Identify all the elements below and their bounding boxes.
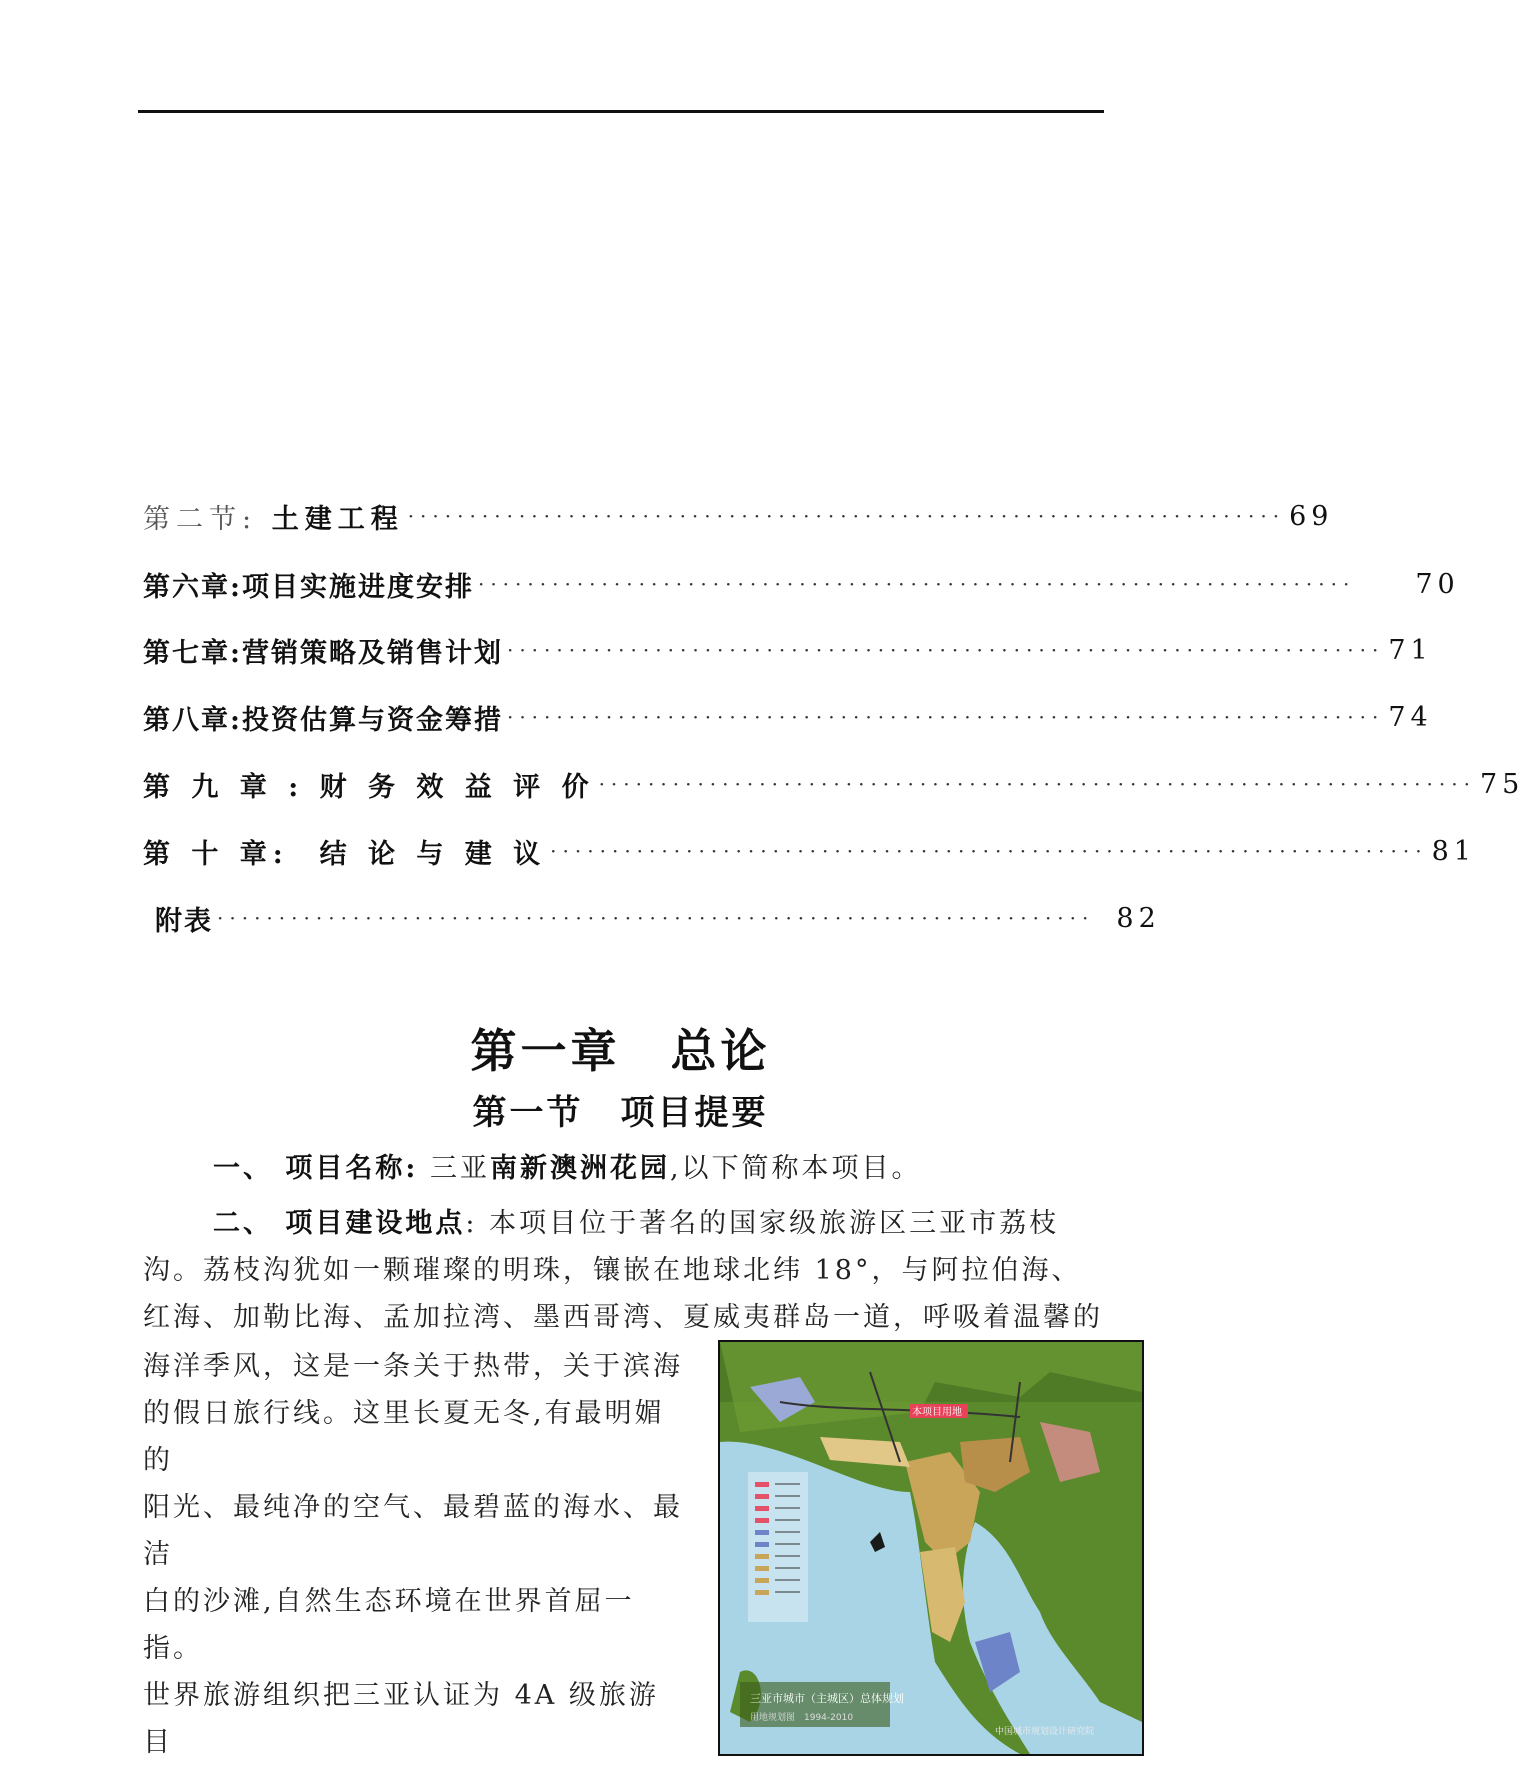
project-location-paragraph-cont	[143, 1343, 688, 1766]
toc-entry-label: 第六章:项目实施进度安排	[143, 571, 474, 603]
map-marker-label: 本项目用地	[912, 1407, 962, 1418]
toc-entry-label: 第二节: 土建工程	[143, 503, 404, 535]
map-caption-sub: 用地规划图 1994-2010	[750, 1713, 854, 1723]
toc-entry-page: 81	[1431, 835, 1476, 867]
project-name-post: ,以下简称本项目。	[669, 1153, 922, 1184]
toc-entry[interactable]	[155, 898, 1161, 938]
header-rule	[138, 110, 1104, 113]
toc-leader-dots: ·······································································	[506, 705, 1385, 729]
project-name-value: 南新澳洲花园	[489, 1153, 670, 1184]
toc-entry[interactable]	[143, 764, 1524, 804]
toc-entry-page: 69	[1289, 500, 1334, 532]
toc-entry[interactable]	[143, 630, 1433, 670]
section-title: 第一节 项目提要	[472, 1093, 769, 1133]
location-line-5: 的假日旅行线。这里长夏无冬,有最明媚的	[143, 1398, 665, 1476]
toc-entry-page: 75	[1479, 768, 1524, 800]
toc-entry-label: 第八章:投资估算与资金筹措	[143, 704, 503, 736]
toc-leader-dots: ·······································································	[506, 638, 1385, 662]
toc-leader-dots: ·······································································	[598, 772, 1476, 796]
toc-entry-label: 第 十 章: 结 论 与 建 议	[143, 838, 547, 870]
toc-entry-label: 第七章:营销策略及销售计划	[143, 637, 503, 669]
location-line-2: 沟。荔枝沟犹如一颗璀璨的明珠，镶嵌在地球北纬 18°，与阿拉伯海、	[143, 1255, 1082, 1286]
project-name-pre: 三亚	[418, 1153, 490, 1184]
location-line-7: 白的沙滩,自然生态环境在世界首屈一指。	[143, 1586, 635, 1664]
project-location-label: 二、 项目建设地点	[213, 1208, 466, 1239]
location-line-4: 海洋季风，这是一条关于热带，关于滨海	[143, 1351, 683, 1382]
location-line-8: 世界旅游组织把三亚认证为 4A 级旅游目	[143, 1680, 659, 1758]
toc-entry-label: 第 九 章 : 财 务 效 益 评 价	[143, 771, 595, 803]
chapter-title: 第一章 总论	[470, 1024, 771, 1078]
toc-entry-page: 70	[1415, 568, 1460, 600]
toc-entry[interactable]	[143, 564, 1460, 604]
location-line-1: : 本项目位于著名的国家级旅游区三亚市荔枝	[465, 1208, 1060, 1239]
location-line-3: 红海、加勒比海、孟加拉湾、墨西哥湾、夏威夷群岛一道，呼吸着温馨的	[143, 1302, 1103, 1333]
project-name-label: 一、 项目名称:	[213, 1153, 419, 1184]
toc-leader-dots: ·······································································	[217, 906, 1095, 930]
toc-leader-dots: ·······································································	[407, 504, 1286, 528]
toc-entry-page: 74	[1388, 701, 1433, 733]
toc-entry[interactable]	[143, 496, 1334, 536]
project-location-paragraph	[143, 1200, 1103, 1341]
toc-entry[interactable]	[143, 831, 1476, 871]
map-credit: 中国城市规划设计研究院	[995, 1727, 1095, 1737]
toc-entry-page: 71	[1388, 634, 1433, 666]
map-caption: 三亚市城市（主城区）总体规划	[750, 1692, 904, 1705]
project-name-paragraph	[213, 1145, 922, 1192]
toc-entry[interactable]	[143, 697, 1433, 737]
toc-entry-page: 82	[1116, 902, 1161, 934]
toc-leader-dots: ·······································································	[477, 572, 1356, 596]
toc-entry-label: 附表	[155, 905, 213, 937]
sanya-master-plan-map	[718, 1340, 1144, 1756]
location-line-6: 阳光、最纯净的空气、最碧蓝的海水、最洁	[143, 1492, 683, 1570]
toc-leader-dots: ·······································································	[550, 839, 1428, 863]
